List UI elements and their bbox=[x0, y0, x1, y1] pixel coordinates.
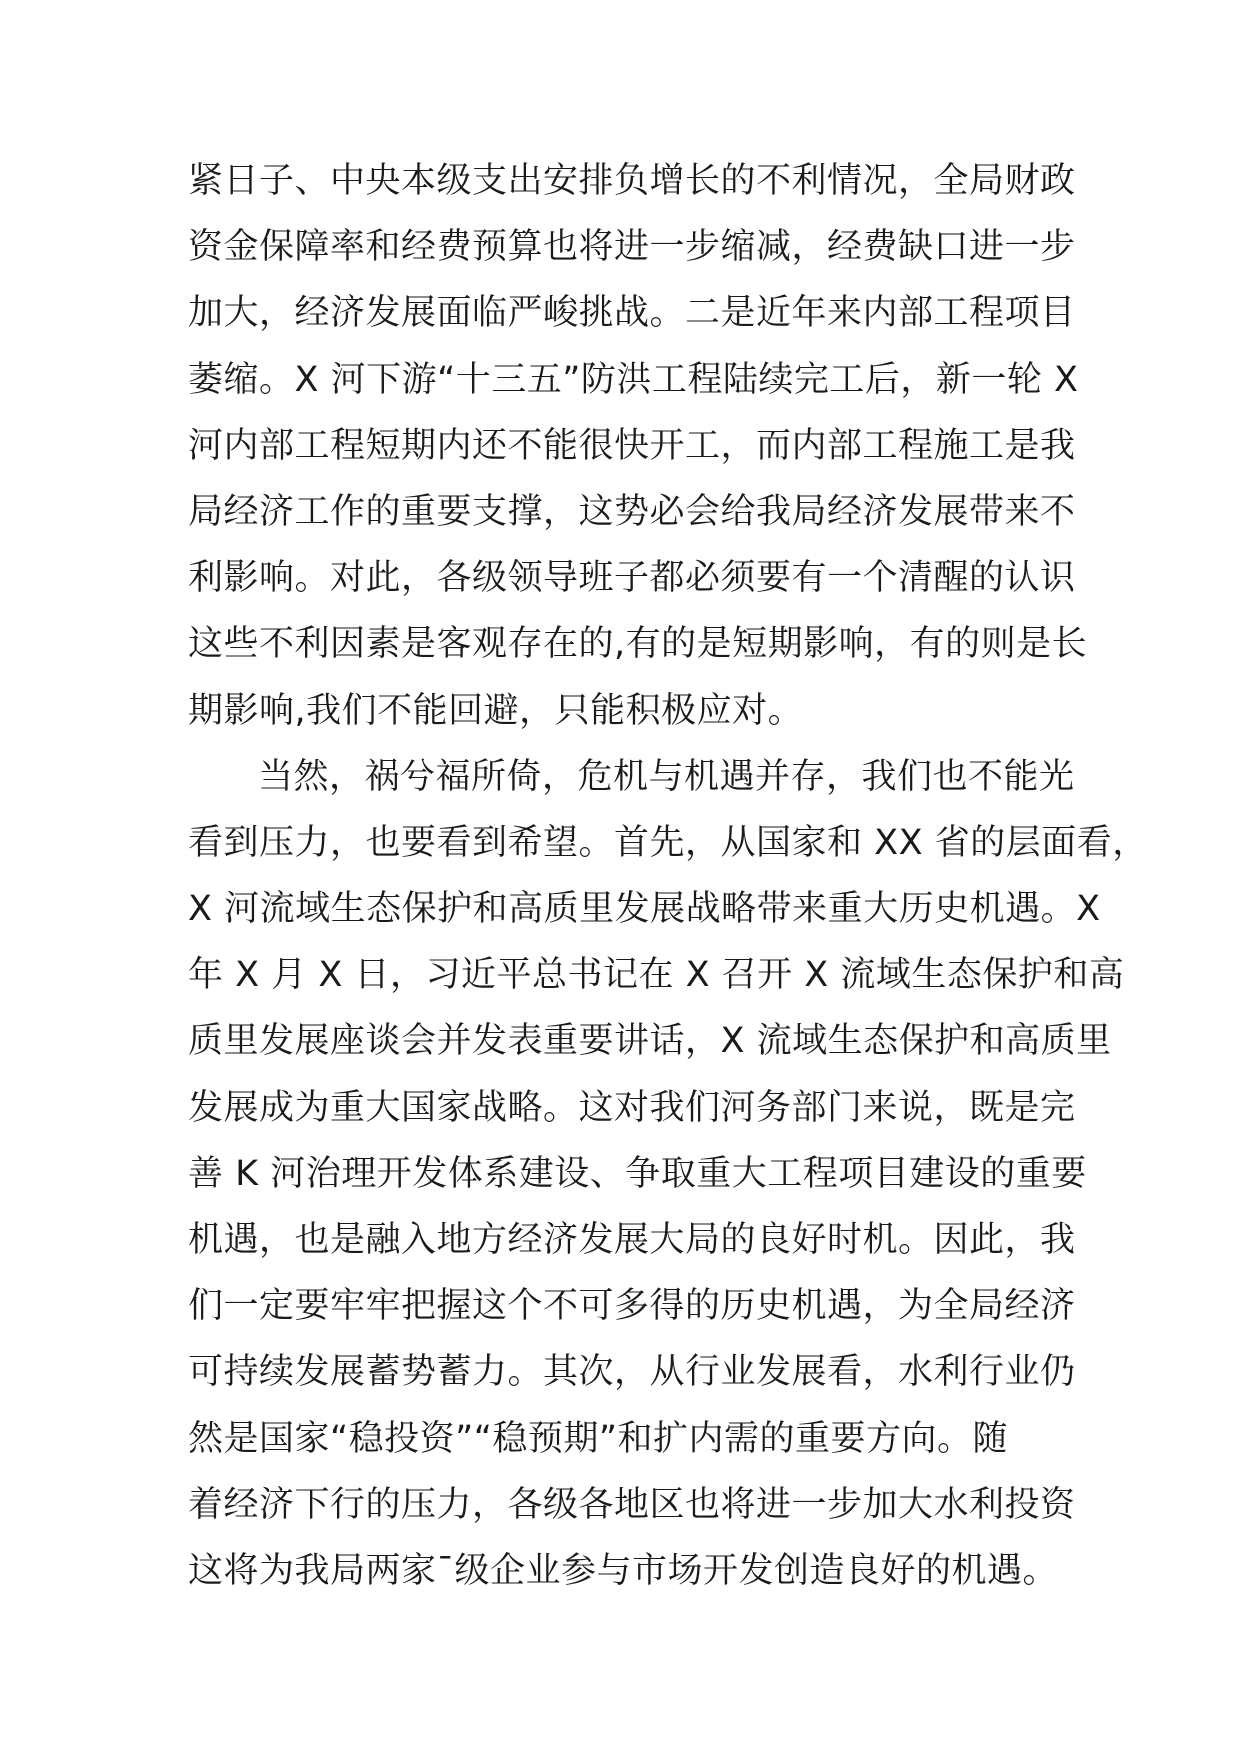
text-line: 机遇，也是融入地方经济发展大局的良好时机。因此，我 bbox=[188, 1220, 1076, 1260]
text-line: 河内部工程短期内还不能很快开工，而内部工程施工是我 bbox=[188, 425, 1076, 466]
text-line: 加大，经济发展面临严峻挑战。二是近年来内部工程项目 bbox=[188, 293, 1076, 334]
text-line: 可持续发展蓄势蓄力。其次，从行业发展看，水利行业仍 bbox=[188, 1352, 1076, 1393]
text-line: 们一定要牢牢把握这个不可多得的历史机遇，为全局经济 bbox=[188, 1286, 1076, 1327]
text-line: 局经济工作的重要支撑，这势必会给我局经济发展带来不 bbox=[188, 491, 1076, 532]
text-line: X 河流域生态保护和高质里发展战略带来重大历史机遇。X bbox=[188, 889, 1101, 930]
text-line: 发展成为重大国家战略。这对我们河务部门来说，既是完 bbox=[188, 1087, 1076, 1128]
text-line: 着经济下行的压力，各级各地区也将进一步加大水利投资 bbox=[188, 1484, 1076, 1525]
text-line: 善 K 河治理开发体系建设、争取重大工程项目建设的重要 bbox=[188, 1153, 1087, 1194]
text-line: 期影响,我们不能回避，只能积极应对。 bbox=[188, 690, 804, 731]
paragraph-start-line: 当然，祸兮福所倚，危机与机遇并存，我们也不能光 bbox=[258, 756, 1075, 797]
text-line: 质里发展座谈会并发表重要讲话，X 流域生态保护和高质里 bbox=[188, 1021, 1112, 1062]
text-line: 紧日子、中央本级支出安排负增长的不利情况，全局财政 bbox=[188, 161, 1076, 201]
text-line: 这些不利因素是客观存在的,有的是短期影响，有的则是长 bbox=[188, 624, 1088, 665]
text-line: 萎缩。X 河下游“十三五”防洪工程陆续完工后，新一轮 X bbox=[188, 359, 1079, 400]
text-line: 这将为我局两家¯级企业参与市场开发创造良好的机遇。 bbox=[188, 1550, 1059, 1591]
text-line: 然是国家“稳投资”“稳预期”和扩内需的重要方向。随 bbox=[188, 1418, 1009, 1459]
text-line: 年 X 月 X 日，习近平总书记在 X 召开 X 流域生态保护和高 bbox=[188, 955, 1125, 996]
body-text bbox=[188, 148, 1148, 1604]
text-line: 利影响。对此，各级领导班子都必须要有一个清醒的认识 bbox=[188, 558, 1076, 599]
text-line: 看到压力，也要看到希望。首先，从国家和 XX 省的层面看， bbox=[188, 822, 1148, 863]
text-line: 资金保障率和经费预算也将进一步缩减，经费缺口进一步 bbox=[188, 227, 1076, 268]
